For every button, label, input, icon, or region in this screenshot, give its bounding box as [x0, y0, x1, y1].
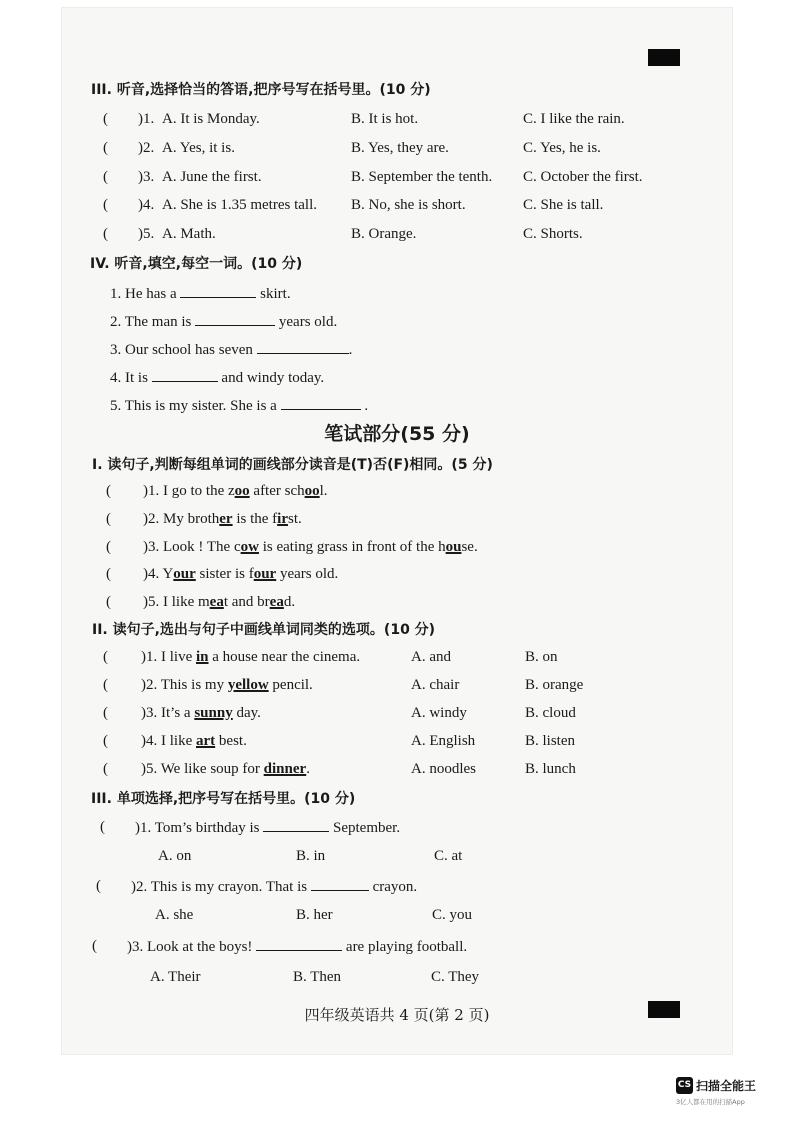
sentence-part: is eating grass in front of the h [258, 539, 446, 555]
sentence [143, 538, 478, 556]
blank-input[interactable] [257, 340, 349, 354]
sentence-start: 5. This is my sister. She is a [110, 398, 281, 414]
answer-paren[interactable]: ( [103, 226, 108, 242]
question-row [0, 676, 794, 696]
sentence-end: skirt. [256, 286, 291, 302]
sentence-end: . [360, 398, 369, 414]
sentence [131, 877, 417, 896]
underlined-letters: ow [240, 539, 259, 555]
scanner-name: 扫描全能王 [696, 1079, 757, 1093]
question-row [0, 593, 794, 613]
option-c: C. October the first. [523, 169, 643, 185]
answer-paren[interactable]: ( [103, 705, 108, 721]
question-row [0, 168, 794, 188]
sentence [143, 565, 338, 583]
option-b: B. cloud [525, 705, 576, 721]
sentence-start: 1. He has a [110, 286, 181, 302]
sentence [143, 510, 302, 528]
sentence-part: t and br [223, 594, 270, 610]
sentence [127, 937, 467, 956]
question-number: )1. [143, 483, 160, 499]
sentence-part: pencil. [268, 677, 313, 693]
question-row [0, 538, 794, 558]
scanner-tagline: 3亿人都在用的扫描App [676, 1098, 745, 1106]
option-b: B. her [296, 907, 333, 923]
sentence-part: Look at the boys! [143, 939, 257, 955]
sentence-part: Tom’s birthday is [151, 820, 264, 836]
question-number: )5. [138, 226, 155, 242]
option-a: A. Yes, it is. [162, 140, 235, 156]
question-number: )4. [138, 197, 155, 213]
answer-paren[interactable]: ( [103, 733, 108, 749]
underlined-letters: oo [304, 483, 320, 499]
question-row [0, 818, 794, 838]
underlined-letters: ou [445, 539, 462, 555]
sentence-part: d. [283, 594, 296, 610]
underlined-word: art [196, 733, 216, 749]
question-row [0, 139, 794, 159]
option-a: A. on [158, 848, 192, 864]
sentence-part: se. [461, 539, 478, 555]
answer-paren[interactable]: ( [92, 938, 97, 954]
option-a: A. Math. [162, 226, 216, 242]
question-number: )4. [143, 566, 160, 582]
sentence [141, 760, 310, 778]
option-b: B. No, she is short. [351, 197, 466, 213]
written-section-title: 笔试部分(55 分) [324, 423, 470, 445]
fill-blank-row [110, 368, 324, 387]
answer-paren[interactable]: ( [96, 878, 101, 894]
underlined-word: yellow [227, 677, 269, 693]
sentence-part: Y [159, 566, 174, 582]
section-heading-listen-iii: III. 听音,选择恰当的答语,把序号写在括号里。(10 分) [91, 82, 431, 98]
sentence-part: years old. [276, 566, 339, 582]
underlined-letters: oo [234, 483, 250, 499]
options-row [0, 847, 794, 867]
sentence-part: My broth [159, 511, 220, 527]
sentence-start: 2. The man is [110, 314, 196, 330]
option-a: A. windy [411, 705, 467, 721]
fill-blank-row [110, 284, 291, 303]
question-row [0, 510, 794, 530]
question-row [0, 482, 794, 502]
sentence-part: I like m [159, 594, 210, 610]
sentence-part: September. [329, 820, 401, 836]
sentence-part: Look ! The c [159, 539, 241, 555]
question-row [0, 196, 794, 216]
sentence-part: I go to the z [159, 483, 235, 499]
fill-blank-row [110, 396, 368, 415]
option-a: A. She is 1.35 metres tall. [162, 197, 317, 213]
sentence-part: I live [157, 649, 196, 665]
blank-input[interactable] [256, 937, 342, 951]
answer-paren[interactable]: ( [103, 197, 108, 213]
sentence [141, 676, 313, 694]
option-b: B. Yes, they are. [351, 140, 449, 156]
sentence-part: day. [232, 705, 261, 721]
sentence [135, 818, 400, 837]
section-heading-written-i: I. 读句子,判断每组单词的画线部分读音是(T)否(F)相同。(5 分) [92, 457, 493, 473]
question-number: )1. [141, 649, 158, 665]
underlined-letters: our [253, 566, 277, 582]
option-c: C. you [432, 907, 473, 923]
sentence-end: . [348, 342, 353, 358]
sentence-part: are playing football. [342, 939, 468, 955]
sentence-part: I like [157, 733, 196, 749]
question-number: )3. [143, 539, 160, 555]
option-a: A. It is Monday. [162, 111, 260, 127]
sentence-part: is the f [232, 511, 278, 527]
option-b: B. It is hot. [351, 111, 419, 127]
blank-input[interactable] [281, 396, 361, 410]
question-row [0, 877, 794, 897]
question-row [0, 732, 794, 752]
question-row [0, 225, 794, 245]
sentence [143, 593, 295, 611]
underlined-letters: er [219, 511, 233, 527]
sentence-part: crayon. [368, 879, 418, 895]
answer-paren[interactable]: ( [106, 539, 111, 555]
underlined-letters: ir [277, 511, 288, 527]
question-number: )5. [143, 594, 160, 610]
question-number: )1. [135, 820, 152, 836]
sentence-part: a house near the cinema. [208, 649, 361, 665]
sentence [141, 704, 261, 722]
underlined-word: dinner [263, 761, 307, 777]
sentence-part: l. [319, 483, 328, 499]
question-number: )4. [141, 733, 158, 749]
blank-input[interactable] [152, 368, 218, 382]
answer-paren[interactable]: ( [106, 566, 111, 582]
option-b: B. lunch [525, 761, 576, 777]
section-heading-written-iii: III. 单项选择,把序号写在括号里。(10 分) [91, 791, 356, 807]
option-b: B. on [525, 649, 558, 665]
question-row [0, 648, 794, 668]
option-c: C. Shorts. [523, 226, 583, 242]
question-number: )2. [138, 140, 155, 156]
answer-paren[interactable]: ( [103, 111, 108, 127]
option-b: B. in [296, 848, 326, 864]
question-number: )2. [143, 511, 160, 527]
question-number: )3. [127, 939, 144, 955]
question-row [0, 704, 794, 724]
blank-input[interactable] [311, 877, 369, 891]
question-number: )3. [138, 169, 155, 185]
option-b: B. orange [525, 677, 584, 693]
option-b: B. September the tenth. [351, 169, 493, 185]
answer-paren[interactable]: ( [103, 649, 108, 665]
underlined-word: sunny [194, 705, 233, 721]
exam-page [62, 8, 732, 1054]
option-a: A. Their [150, 969, 201, 985]
sentence-start: 3. Our school has seven [110, 342, 257, 358]
option-a: A. and [411, 649, 451, 665]
question-row [0, 937, 794, 957]
underlined-letters: ea [269, 594, 284, 610]
answer-paren[interactable]: ( [103, 677, 108, 693]
underlined-letters: our [173, 566, 196, 582]
answer-paren[interactable]: ( [106, 511, 111, 527]
option-b: B. Then [293, 969, 342, 985]
sentence-end: and windy today. [217, 370, 325, 386]
sentence-part: after sch [249, 483, 305, 499]
option-a: A. she [155, 907, 194, 923]
option-b: B. Orange. [351, 226, 417, 242]
option-c: C. Yes, he is. [523, 140, 601, 156]
question-number: )5. [141, 761, 158, 777]
answer-paren[interactable]: ( [106, 483, 111, 499]
underlined-letters: ea [209, 594, 224, 610]
option-c: C. at [434, 848, 463, 864]
options-row [0, 906, 794, 926]
question-number: )2. [131, 879, 148, 895]
blank-input[interactable] [263, 818, 329, 832]
option-b: B. listen [525, 733, 576, 749]
corner-marker-top [648, 49, 680, 66]
option-a: A. noodles [411, 761, 476, 777]
sentence [141, 648, 360, 666]
sentence-part: This is my crayon. That is [147, 879, 311, 895]
question-number: )1. [138, 111, 155, 127]
sentence-start: 4. It is [110, 370, 152, 386]
question-row [0, 565, 794, 585]
sentence-part: This is my [157, 677, 228, 693]
sentence-part: best. [215, 733, 247, 749]
scanner-watermark [676, 1075, 756, 1106]
option-a: A. English [411, 733, 476, 749]
answer-paren[interactable]: ( [103, 169, 108, 185]
option-a: A. June the first. [162, 169, 262, 185]
underlined-word: in [196, 649, 209, 665]
sentence-part: We like soup for [157, 761, 264, 777]
option-c: C. They [431, 969, 480, 985]
fill-blank-row [110, 340, 352, 359]
option-c: C. She is tall. [523, 197, 604, 213]
sentence-part: sister is f [195, 566, 254, 582]
answer-paren[interactable]: ( [106, 594, 111, 610]
blank-input[interactable] [195, 312, 275, 326]
blank-input[interactable] [180, 284, 256, 298]
options-row [0, 968, 794, 988]
question-row [0, 760, 794, 780]
sentence-part: st. [287, 511, 302, 527]
answer-paren[interactable]: ( [100, 819, 105, 835]
question-row [0, 110, 794, 130]
answer-paren[interactable]: ( [103, 761, 108, 777]
sentence-part: . [306, 761, 310, 777]
scanner-logo-icon: CS [676, 1077, 693, 1094]
answer-paren[interactable]: ( [103, 140, 108, 156]
section-heading-written-ii: II. 读句子,选出与句子中画线单词同类的选项。(10 分) [92, 622, 436, 638]
sentence [143, 482, 328, 500]
question-number: )2. [141, 677, 158, 693]
option-c: C. I like the rain. [523, 111, 625, 127]
fill-blank-row [110, 312, 337, 331]
page-footer: 四年级英语共 4 页(第 2 页) [304, 1006, 490, 1024]
sentence [141, 732, 247, 750]
section-heading-listen-iv: IV. 听音,填空,每空一词。(10 分) [90, 256, 303, 272]
sentence-end: years old. [275, 314, 338, 330]
option-a: A. chair [411, 677, 460, 693]
question-number: )3. [141, 705, 158, 721]
sentence-part: It’s a [157, 705, 195, 721]
